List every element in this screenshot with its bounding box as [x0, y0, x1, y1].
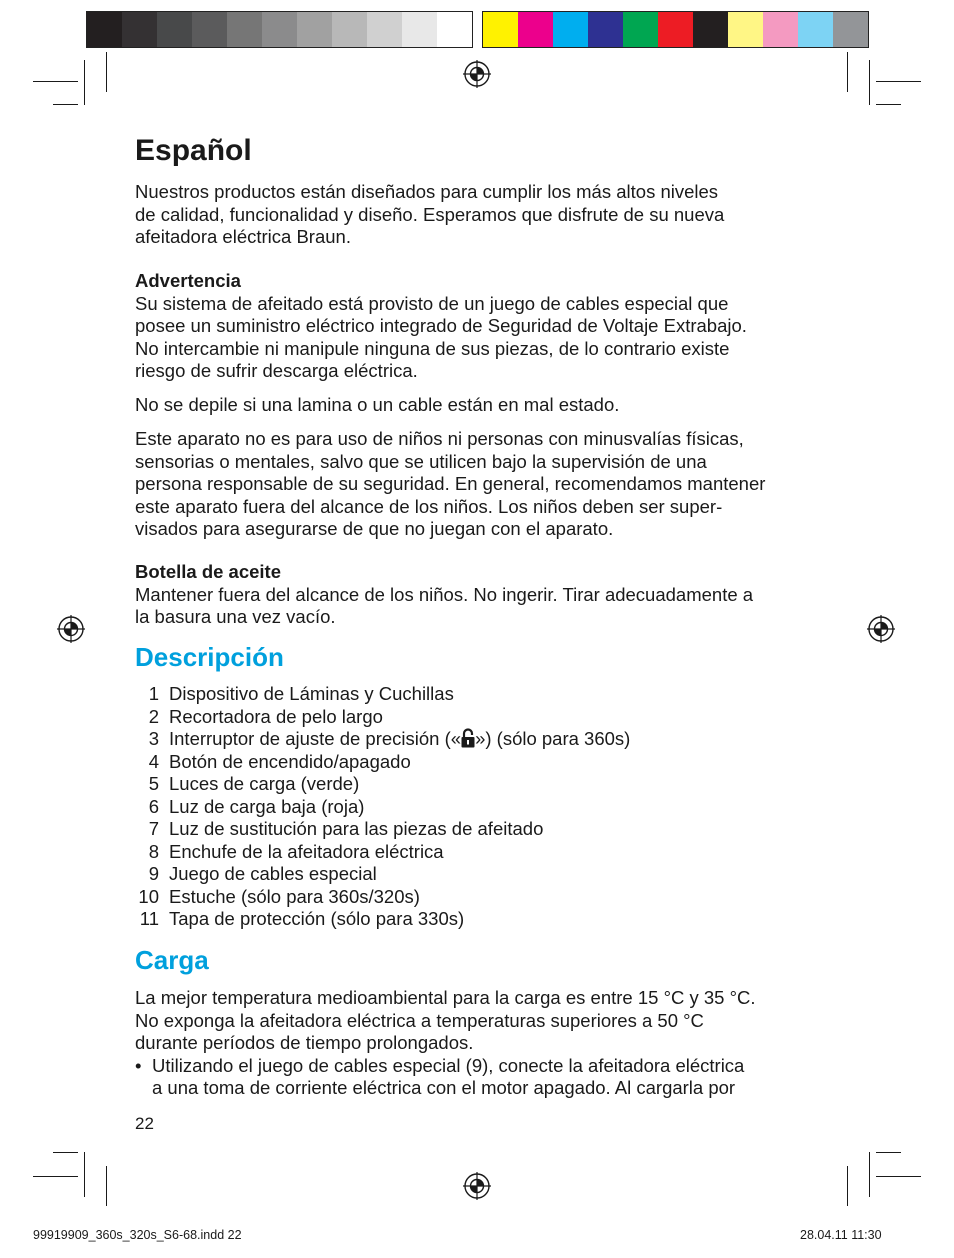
footer-datetime: 28.04.11 11:30 — [800, 1228, 882, 1242]
list-item: 4 Botón de encendido/apagado — [148, 750, 411, 772]
registration-mark-icon — [867, 615, 895, 643]
charging-heading: Carga — [135, 945, 209, 975]
color-calibration-bar — [482, 11, 869, 48]
list-item: 2 Recortadora de pelo largo — [148, 705, 383, 727]
color-swatch — [588, 12, 623, 47]
warning-paragraph-2: No se depile si una lamina o un cable están en mal estado. — [135, 394, 620, 415]
color-swatch — [157, 12, 192, 47]
oil-heading: Botella de aceite — [135, 561, 282, 582]
intro-paragraph: Nuestros productos están diseñados para cumplir los más altos niveles de calidad, funcionalidad y diseño. Esperamos que disfrute de su nueva afeitadora eléctrica Braun. — [135, 181, 725, 247]
registration-mark-icon — [463, 1172, 491, 1200]
color-swatch — [658, 12, 693, 47]
color-swatch — [623, 12, 658, 47]
page-number: 22 — [135, 1114, 154, 1133]
list-item: 6 Luz de carga baja (roja) — [148, 795, 365, 817]
list-item: 1 Dispositivo de Láminas y Cuchillas — [148, 683, 454, 704]
color-swatch — [122, 12, 157, 47]
list-item: 10 Estuche (sólo para 360s/320s) — [138, 885, 420, 907]
list-item: 3 Interruptor de ajuste de precisión (« ») (sólo para 360s) — [148, 728, 631, 749]
warning-section: Advertencia Su sistema de afeitado está provisto de un juego de cables especial que posee un suministro eléctrico integrado de Seguridad de Voltaje Extrabajo. No intercambie ni manipule ninguna de sus piezas, de lo contrario existe riesgo de sufrir descarga eléctrica. — [135, 270, 747, 381]
registration-mark-icon — [463, 60, 491, 88]
list-item: 9 Juego de cables especial — [148, 863, 377, 884]
bullet-item: • Utilizando el juego de cables especial (9), conecte la afeitadora eléctrica a una toma de corriente eléctrica con el motor apagado. Al cargarla por — [135, 1054, 745, 1098]
page-title: Español — [135, 134, 252, 167]
color-swatch — [192, 12, 227, 47]
color-swatch — [227, 12, 262, 47]
lock-icon — [461, 728, 475, 748]
footer-filename: 99919909_360s_320s_S6-68.indd 22 — [33, 1228, 242, 1242]
color-swatch — [87, 12, 122, 47]
list-item: 5 Luces de carga (verde) — [148, 773, 360, 794]
color-swatch — [763, 12, 798, 47]
description-list — [135, 683, 630, 931]
gray-calibration-bar — [86, 11, 473, 48]
color-swatch — [728, 12, 763, 47]
registration-mark-icon — [57, 615, 85, 643]
warning-paragraph-3: Este aparato no es para uso de niños ni personas con minusvalías físicas, sensorias o mentales, salvo que se utilicen bajo la supervisión de una persona responsable de su seguridad. En general, recomendamos mantener este aparato fuera del alcance de los niños. Los niños deben ser super- visados para asegurarse de que no juegan con el aparato. — [135, 428, 766, 539]
description-heading: Descripción — [135, 642, 284, 672]
color-swatch — [553, 12, 588, 47]
color-swatch — [483, 12, 518, 47]
color-swatch — [437, 12, 472, 47]
warning-heading: Advertencia — [135, 270, 241, 291]
color-swatch — [693, 12, 728, 47]
oil-section: Botella de aceite Mantener fuera del alcance de los niños. No ingerir. Tirar adecuadamente a la basura una vez vacío. — [135, 561, 754, 627]
charging-paragraph: La mejor temperatura medioambiental para la carga es entre 15 °C y 35 °C. No exponga la afeitadora eléctrica a temperaturas superiores a 50 °C durante períodos de tiempo prolongados. • Utilizando el juego de cables especial (9), conecte la afeitadora eléctrica a una toma de corriente eléctrica con el motor apagado. Al cargarla por — [135, 987, 756, 1098]
color-swatch — [297, 12, 332, 47]
color-swatch — [332, 12, 367, 47]
color-swatch — [262, 12, 297, 47]
list-item: 8 Enchufe de la afeitadora eléctrica — [148, 840, 444, 862]
color-swatch — [518, 12, 553, 47]
color-swatch — [798, 12, 833, 47]
color-swatch — [367, 12, 402, 47]
color-swatch — [833, 12, 868, 47]
list-item: 7 Luz de sustitución para las piezas de afeitado — [148, 818, 544, 839]
list-item: 11 Tapa de protección (sólo para 330s) — [139, 908, 465, 929]
color-swatch — [402, 12, 437, 47]
